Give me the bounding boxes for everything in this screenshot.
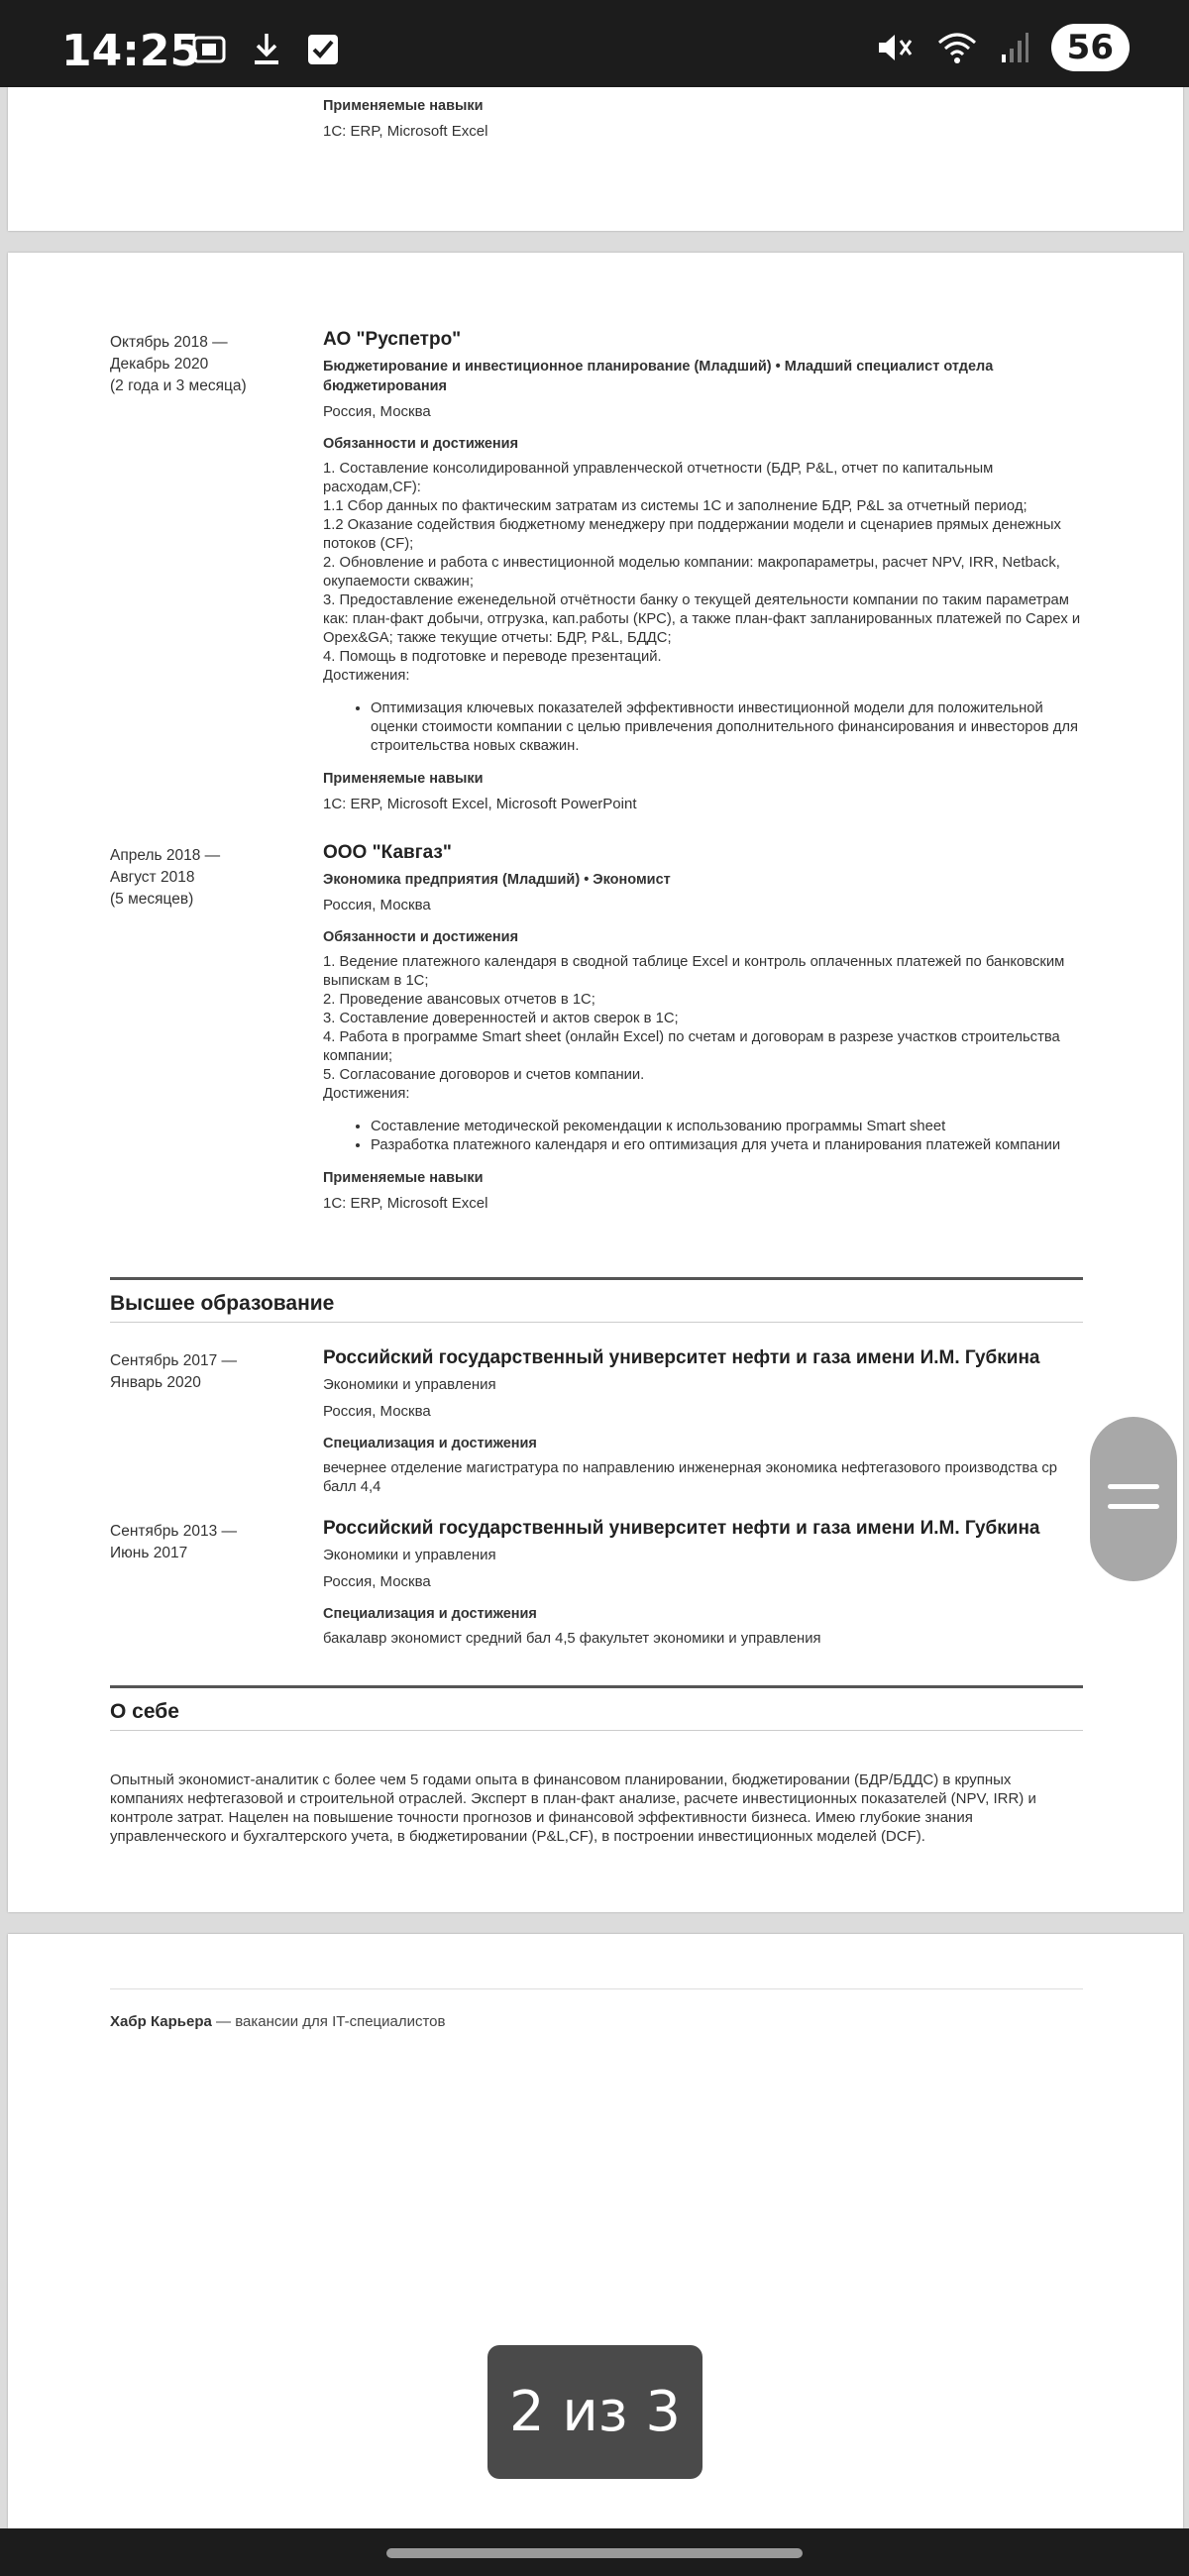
duty-line: 2. Обновление и работа с инвестиционной моделью компании: макропараметры, расчет NPV, IRR, Netback, окупаемости скважин; — [323, 555, 1060, 590]
duty-line: 2. Проведение авансовых отчетов в 1С; — [323, 992, 595, 1008]
company-name: АО "Руспетро" — [323, 329, 462, 350]
footer-tagline: — вакансии для IT-специалистов — [211, 2013, 446, 2030]
achievements-label: Достижения: — [323, 1086, 410, 1102]
achievements-list — [323, 1118, 1086, 1155]
duty-line: 4. Работа в программе Smart sheet (онлайн Excel) по счетам и договорам в разрезе участков строительства компании; — [323, 1029, 1060, 1064]
job-period: Октябрь 2018 — Декабрь 2020 (2 года и 3 месяца) — [110, 334, 247, 394]
achievements-label: Достижения: — [323, 668, 410, 684]
achievement-item: • Составление методической рекомендации к использованию программы Smart sheet — [371, 1118, 1086, 1136]
duty-line: 1. Составление консолидированной управленческой отчетности (БДР, P&L, отчет по капитальным расходам,CF): — [323, 461, 994, 495]
company-name: ООО "Кавгаз" — [323, 842, 452, 863]
spec-heading: Специализация и достижения — [323, 1436, 537, 1451]
scroll-handle[interactable] — [1090, 1417, 1177, 1581]
about-text: Опытный экономист-аналитик с более чем 5 годами опыта в финансовом планировании, бюджетировании (БДР/БДДС) в крупных компаниях нефтегазовой и строительной отраслей. Эксперт в план-факт анализе, расчете инвестиционных показателей (NPV, IRR) и контроле затрат. Нацелен на повышение точности прогнозов и финансовой эффективности бизнеса. Имею глубокие знания управленческого и бухгалтерского учета, в бюджетировании (P&L,CF), в построении инвестиционных моделей (DCF). — [110, 1771, 1036, 1845]
skills-list: 1С: ERP, Microsoft Excel — [323, 1195, 488, 1212]
duty-line: 3. Предоставление еженедельной отчётности банку о текущей деятельности компании по таким параметрам как: план-факт добычи, отгрузка, кап.работы (КРС), а также план-факт запланированных платежей по Capex и Opex&GA; также текущие отчеты: БДР, P&L, БДДС; — [323, 592, 1081, 646]
wifi-icon — [936, 29, 978, 66]
scroll-handle-grip-icon — [1108, 1504, 1159, 1509]
signal-icon — [1000, 29, 1029, 66]
download-icon — [250, 30, 283, 67]
skills-heading: Применяемые навыки — [323, 771, 484, 787]
duties-heading: Обязанности и достижения — [323, 436, 519, 452]
duty-line: 1.2 Оказание содействия бюджетному менеджеру при поддержании модели и сценариев прямых денежных потоков (CF); — [323, 517, 1061, 552]
duty-line: 5. Согласование договоров и счетов компании. — [323, 1067, 645, 1083]
job-position: Экономика предприятия (Младший) • Экономист — [323, 872, 671, 888]
achievement-item: • Разработка платежного календаря и его оптимизация для учета и планирования платежей компании — [371, 1136, 1086, 1155]
document-page-2 — [8, 253, 1183, 1912]
duty-line: 1. Ведение платежного календаря в сводной таблице Excel и контроль оплаченных платежей по банковским выпискам в 1С; — [323, 954, 1065, 989]
navigation-bar — [0, 2528, 1189, 2576]
screenshot-icon — [190, 30, 228, 67]
job-city: Россия, Москва — [323, 897, 431, 913]
status-time: 14:25 — [61, 26, 201, 76]
duty-line: 3. Составление доверенностей и актов сверок в 1С; — [323, 1011, 679, 1026]
page-indicator: 2 из 3 — [487, 2345, 703, 2479]
education-city: Россия, Москва — [323, 1403, 431, 1420]
university-name: Российский государственный университет нефти и газа имени И.М. Губкина — [323, 1347, 1040, 1368]
skills-heading: Применяемые навыки — [323, 1170, 484, 1186]
status-bar — [0, 0, 1189, 87]
spec-heading: Специализация и достижения — [323, 1606, 537, 1622]
skills-list: 1С: ERP, Microsoft Excel — [323, 123, 488, 140]
duty-line: 4. Помощь в подготовке и переводе презентаций. — [323, 649, 662, 665]
checkbox-icon — [305, 30, 341, 67]
faculty-name: Экономики и управления — [323, 1547, 496, 1563]
job-position: Бюджетирование и инвестиционное планирование (Младший) • Младший специалист отдела бюджетирования — [323, 359, 994, 394]
duty-line: 1.1 Сбор данных по фактическим затратам из системы 1С и заполнение БДР, P&L за отчетный период; — [323, 498, 1027, 514]
duties-heading: Обязанности и достижения — [323, 929, 519, 945]
spec-text: бакалавр экономист средний бал 4,5 факультет экономики и управления — [323, 1631, 821, 1647]
education-period: Сентябрь 2013 — Июнь 2017 — [110, 1523, 238, 1561]
achievement-item: • Оптимизация ключевых показателей эффективности инвестиционной модели для положительной оценки стоимости компании с целью привлечения дополнительного финансирования и инвесторов для строительства новых скважин. — [371, 699, 1086, 756]
skills-list: 1С: ERP, Microsoft Excel, Microsoft PowerPoint — [323, 796, 637, 812]
battery-indicator: 56 — [1051, 24, 1130, 71]
scroll-handle-grip-icon — [1108, 1484, 1159, 1489]
education-section-title: Высшее образование — [110, 1277, 1083, 1323]
skills-heading: Применяемые навыки — [323, 98, 484, 114]
mute-icon — [875, 29, 915, 66]
education-period: Сентябрь 2017 — Январь 2020 — [110, 1352, 238, 1391]
document-page-1 — [8, 87, 1183, 231]
university-name: Российский государственный университет нефти и газа имени И.М. Губкина — [323, 1518, 1040, 1539]
footer-divider — [110, 1988, 1083, 1989]
footer-brand[interactable]: Хабр Карьера — [110, 2013, 212, 2030]
spec-text: вечернее отделение магистратура по направлению инженерная экономика нефтегазового производства ср балл 4,4 — [323, 1460, 1058, 1495]
home-gesture-bar[interactable] — [386, 2548, 803, 2558]
achievements-list — [323, 699, 1086, 756]
education-city: Россия, Москва — [323, 1573, 431, 1590]
about-section-title: О себе — [110, 1685, 1083, 1731]
footer — [110, 2013, 446, 2030]
faculty-name: Экономики и управления — [323, 1376, 496, 1393]
job-period: Апрель 2018 — Август 2018 (5 месяцев) — [110, 847, 221, 908]
job-city: Россия, Москва — [323, 403, 431, 420]
